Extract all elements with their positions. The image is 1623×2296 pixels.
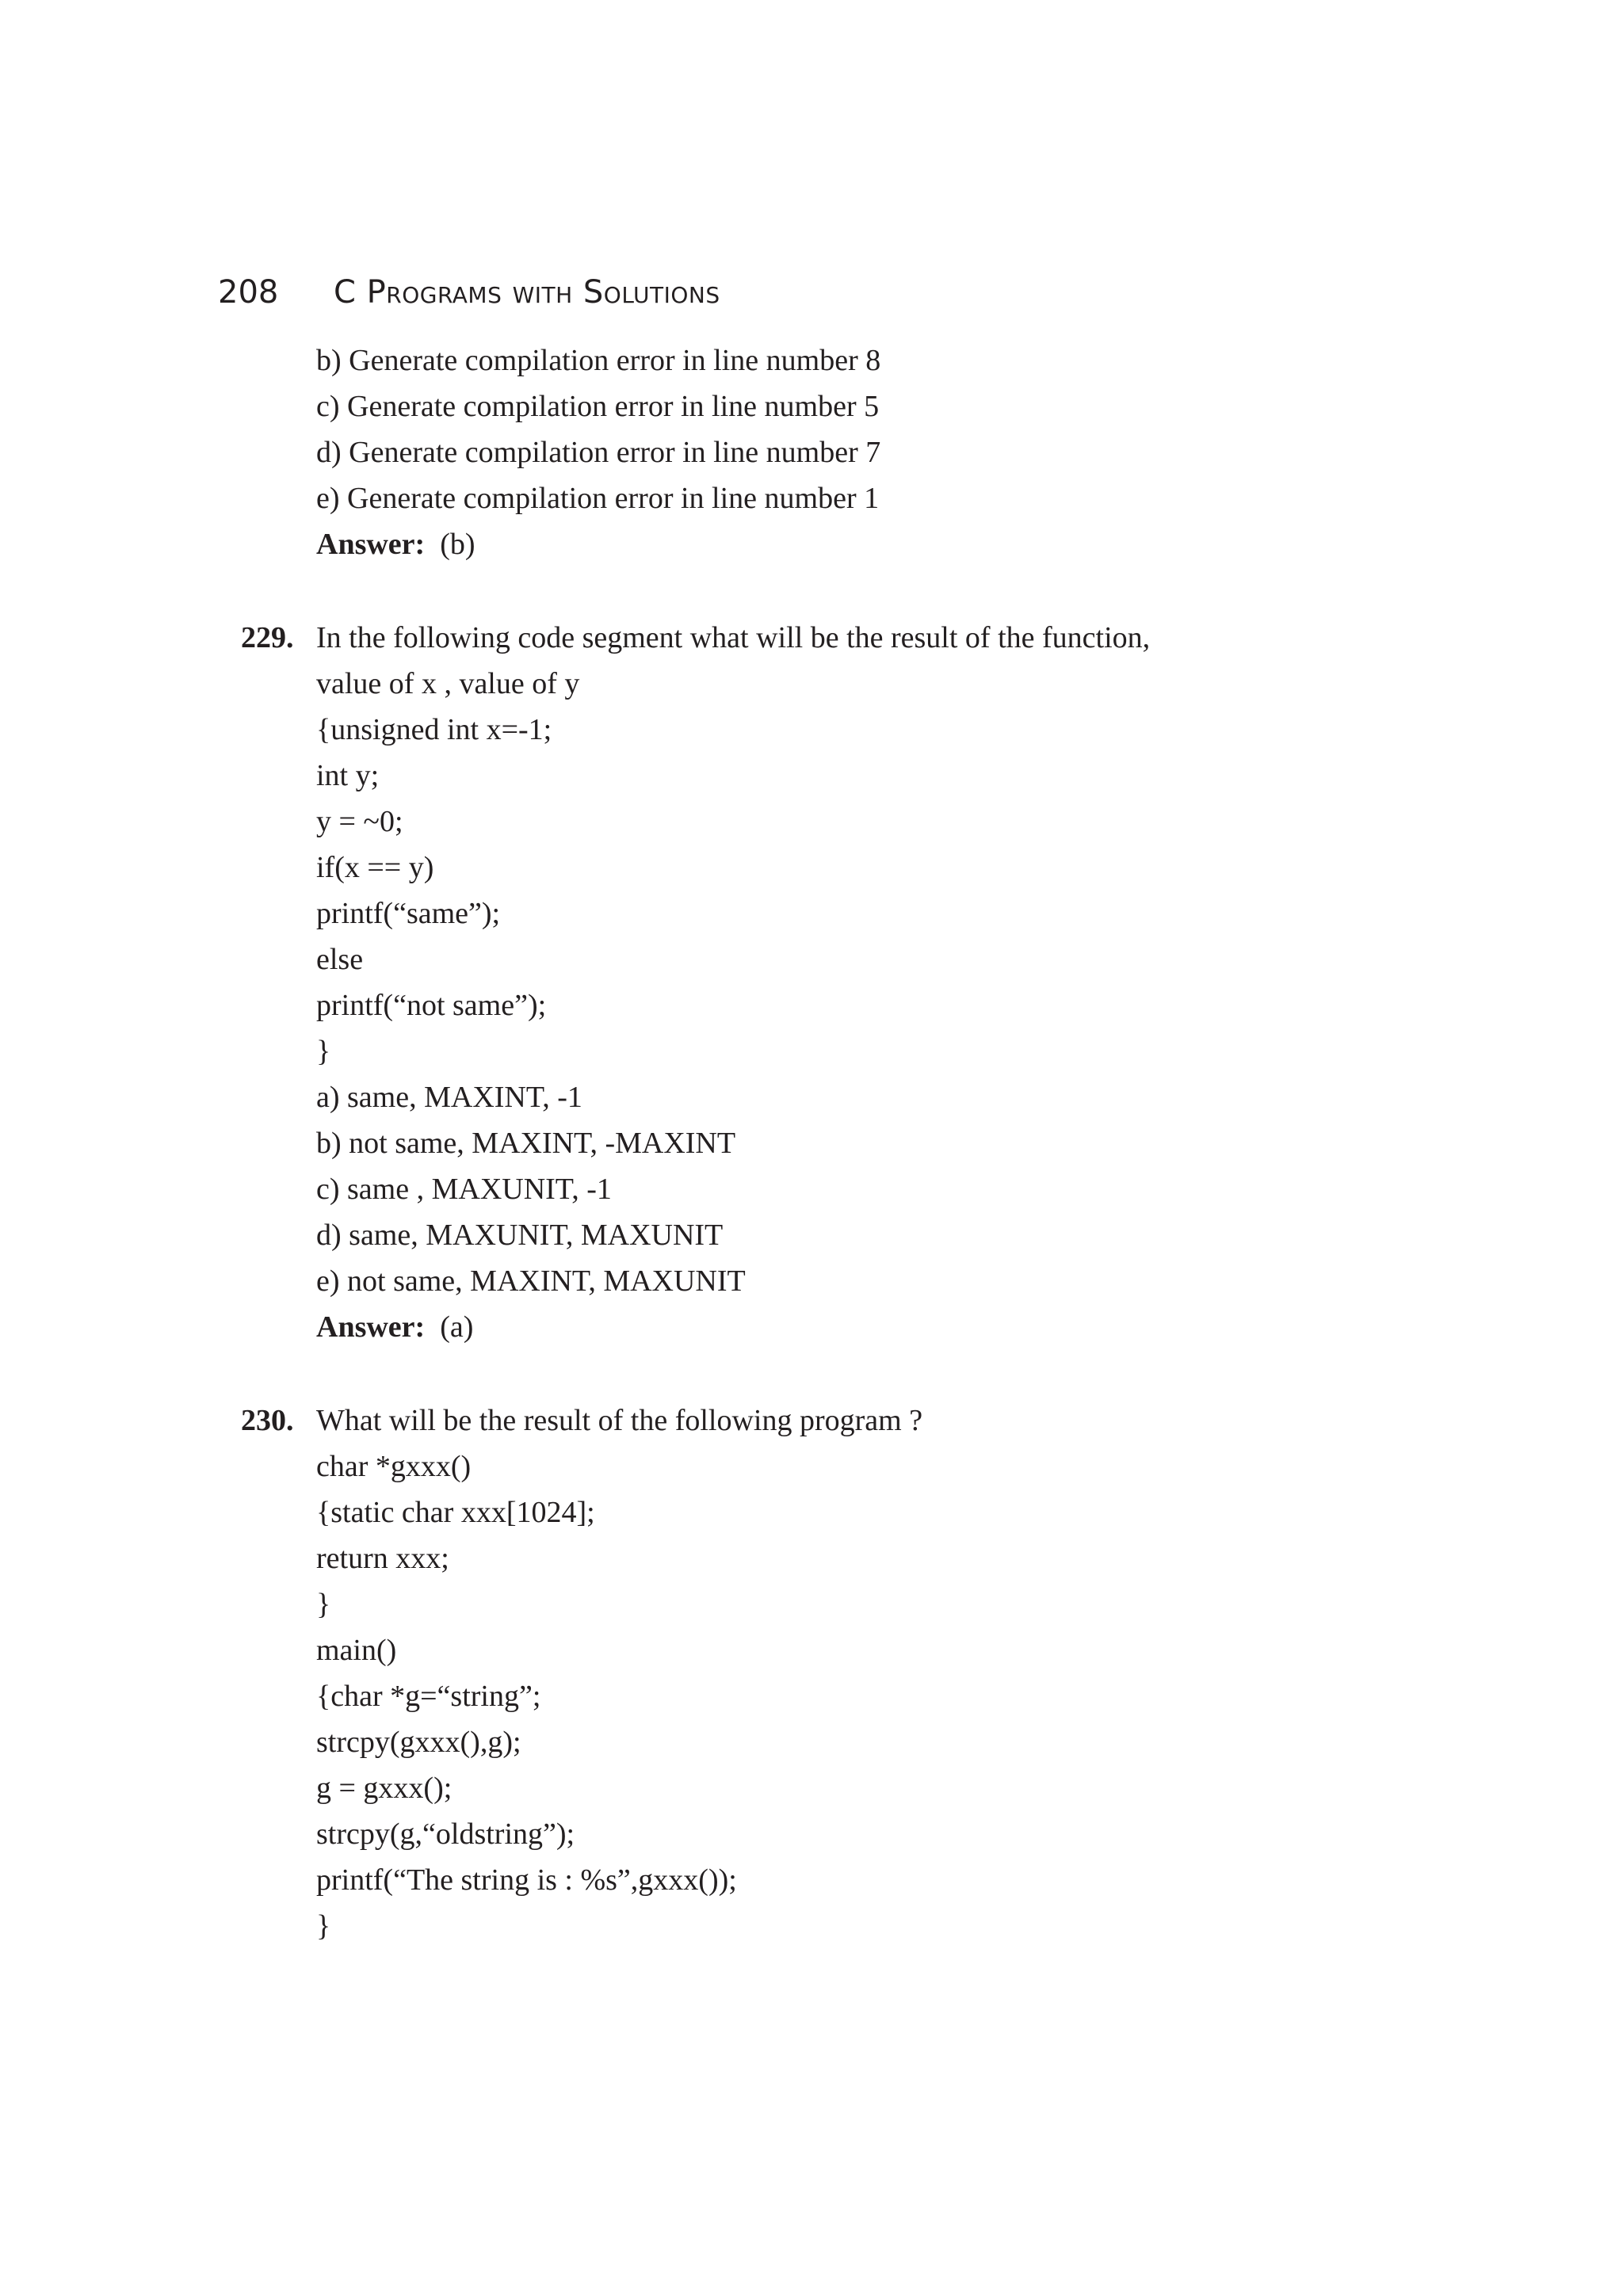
book-title: C Programs with Solutions (334, 274, 720, 311)
q229-code-line: else (316, 943, 364, 976)
q229-code-line: } (316, 1035, 331, 1068)
q229-question: In the following code segment what will be the result of the function, (316, 621, 1151, 654)
q230-code-line: printf(“The string is : %s”,gxxx()); (316, 1863, 737, 1897)
q229-option-a: a) same, MAXINT, -1 (316, 1081, 582, 1114)
q229-question-cont: value of x , value of y (316, 667, 580, 700)
q228-answer (316, 526, 475, 563)
q230-question: What will be the result of the following program ? (316, 1404, 923, 1437)
q229-option-e: e) not same, MAXINT, MAXUNIT (316, 1264, 746, 1298)
q230-code-line: char *gxxx() (316, 1450, 472, 1483)
q228-option-e: e) Generate compilation error in line number 1 (316, 482, 880, 515)
q230-number: 230. (241, 1404, 294, 1437)
q229-code-line: y = ~0; (316, 805, 403, 838)
q230-code-line: } (316, 1588, 331, 1621)
q230-code-line: } (316, 1909, 331, 1943)
q229-code-line: printf(“not same”); (316, 989, 547, 1022)
q230-code-line: g = gxxx(); (316, 1772, 453, 1805)
q229-option-c: c) same , MAXUNIT, -1 (316, 1173, 612, 1206)
answer-value: (b) (440, 528, 475, 561)
q229-code-line: printf(“same”); (316, 897, 501, 930)
answer-label: Answer: (316, 1310, 426, 1344)
answer-label: Answer: (316, 528, 426, 561)
q230-code-line: {char *g=“string”; (316, 1680, 541, 1713)
page-number: 208 (218, 274, 279, 311)
q229-option-b: b) not same, MAXINT, -MAXINT (316, 1127, 736, 1160)
q230-code-line: {static char xxx[1024]; (316, 1496, 595, 1529)
q229-code-line: int y; (316, 759, 380, 792)
q229-answer (316, 1309, 473, 1345)
q228-option-d: d) Generate compilation error in line number 7 (316, 436, 881, 469)
answer-value: (a) (440, 1310, 474, 1344)
q228-option-b: b) Generate compilation error in line number 8 (316, 344, 881, 377)
q229-option-d: d) same, MAXUNIT, MAXUNIT (316, 1219, 724, 1252)
q228-option-c: c) Generate compilation error in line number 5 (316, 390, 880, 423)
page-header (218, 274, 720, 322)
q230-code-line: strcpy(gxxx(),g); (316, 1726, 521, 1759)
q229-number: 229. (241, 621, 294, 654)
q229-code-line: if(x == y) (316, 851, 434, 884)
q230-code-line: return xxx; (316, 1542, 449, 1575)
q230-code-line: main() (316, 1634, 397, 1667)
q230-code-line: strcpy(g,“oldstring”); (316, 1817, 575, 1851)
q229-code-line: {unsigned int x=-1; (316, 713, 552, 746)
